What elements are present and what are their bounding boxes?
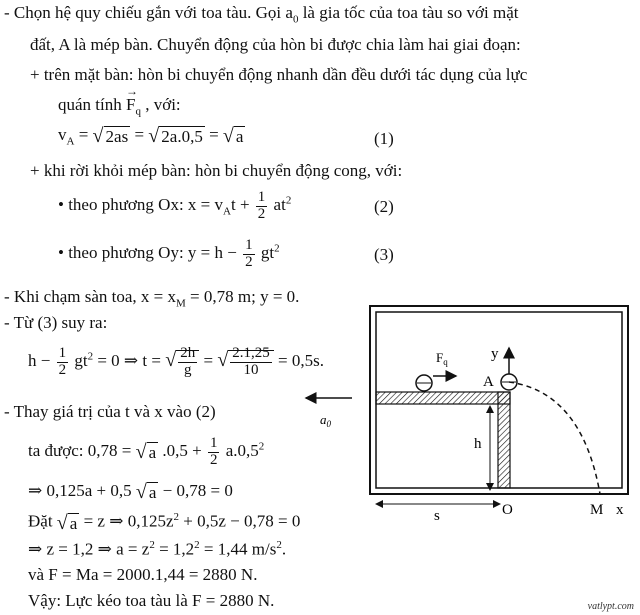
watermark: vatlypt.com — [587, 601, 634, 612]
eq-number-1: (1) — [374, 129, 394, 148]
point-M-label: M — [590, 502, 604, 518]
text-line-8: • theo phương Oy: y = h − $\frac{1}{2}$ $gt^2$ — [58, 237, 280, 270]
text-line-5: $v_A$ = √ 2as = √ 2a.0,5 = √ a — [58, 125, 244, 148]
sqrt-a: √ a — [135, 441, 157, 464]
point-A-label: A — [483, 374, 494, 390]
fq-label: $F_q$ — [436, 350, 448, 367]
text-line-11: h − $\frac{1}{2}$ $gt^2 = 0$ ⇒ t = √ $\frac{2h}{g}$ = √ $\frac{2.1,25}{10}$ = 0,5s. — [28, 345, 324, 378]
x-label: x — [616, 502, 624, 518]
h-label: h — [474, 436, 482, 452]
point-O-label: O — [502, 502, 513, 518]
sqrt-2as: √ 2as — [92, 125, 129, 148]
sqrt-numeric: √ $\frac{2.1,25}{10}$ — [217, 346, 273, 379]
text-line-16: ⇒ z = 1,2 ⇒ $a = z^2 = 1,2^2 = 1,44$ $m/s^2$. — [28, 539, 287, 559]
table-top — [376, 392, 510, 404]
text-line-9: - Khi chạm sàn toa, $x = x_M = 0,78$ m; y = 0. — [4, 287, 300, 310]
sqrt-a: √ a — [135, 481, 157, 504]
text-line-17: và F = Ma = 2000.1,44 = 2880 N. — [28, 565, 258, 584]
physics-diagram — [300, 296, 636, 526]
text-line-3: + trên mặt bàn: hòn bi chuyển động nhanh dần đều dưới tác dụng của lực — [30, 65, 528, 84]
text-line-6: + khi rời khỏi mép bàn: hòn bi chuyển động cong, với: — [30, 161, 403, 180]
eq-number-3: (3) — [374, 245, 394, 264]
fraction-half: $\frac{1}{2}$ — [58, 345, 67, 378]
a0-label: $a_0$ — [320, 412, 331, 429]
s-label: s — [434, 508, 440, 524]
fraction-half: $\frac{1}{2}$ — [257, 189, 266, 222]
sqrt-2h-over-g: √ $\frac{2h}{g}$ — [165, 346, 199, 379]
text-line-2: đất, A là mép bàn. Chuyển động của hòn bi được chia làm hai giai đoạn: — [30, 35, 521, 54]
eq-number-2: (2) — [374, 197, 394, 216]
fraction-half: $\frac{1}{2}$ — [245, 237, 253, 270]
text-line-18: Vậy: Lực kéo toa tàu là F = 2880 N. — [28, 591, 275, 610]
sqrt-a: √ a — [56, 511, 78, 534]
text-line-7: • theo phương Ox: $x = v_At$ + $\frac{1}{2}$ $at^2$ — [58, 189, 292, 222]
sqrt-2a05: √ 2a.0,5 — [148, 125, 203, 148]
text-line-4: quán tính → $F_q$ , với: — [58, 96, 181, 117]
text-line-10: - Từ (3) suy ra: — [4, 313, 108, 332]
text-line-15: Đặt √ a = z ⇒ $0,125z^2 + 0,5z - 0,78 = 0$ — [28, 511, 301, 534]
text-line-13: ta được: 0,78 = √ a .0,5 + $\frac{1}{2}$ a.0,5$^2$ — [28, 435, 265, 468]
fraction-half: $\frac{1}{2}$ — [209, 435, 218, 468]
table-leg — [498, 392, 510, 488]
trajectory-curve — [509, 382, 600, 494]
text-line-12: - Thay giá trị của t và x vào (2) — [4, 402, 216, 421]
text-line-1: - Chọn hệ quy chiếu gắn với toa tàu. Gọi $a_0$ là gia tốc của toa tàu so với mặt — [4, 3, 519, 26]
text-line-14: ⇒ 0,125a + 0,5 √ a − 0,78 = 0 — [28, 481, 233, 504]
fq-vector: → F — [126, 96, 135, 113]
y-label: y — [491, 346, 499, 362]
sqrt-a: √ a — [222, 125, 244, 148]
